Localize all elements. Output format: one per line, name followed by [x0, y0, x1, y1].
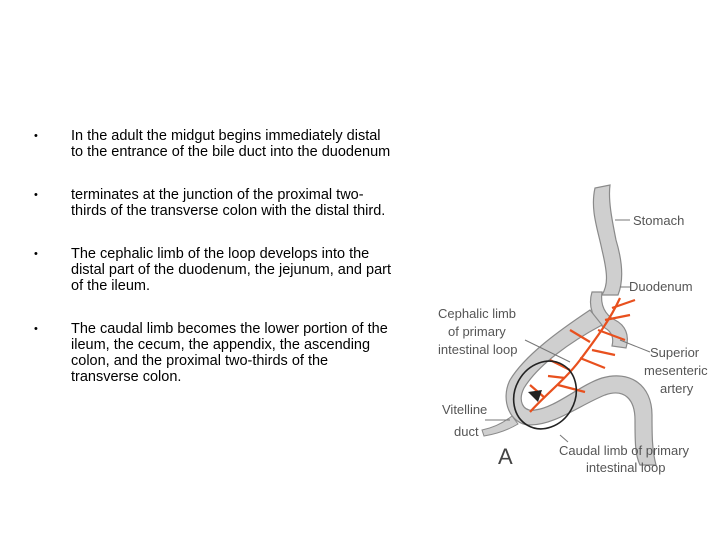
- label-cephalic-limb: Cephalic limb: [438, 306, 517, 321]
- vitelline-duct-shape: [482, 416, 518, 436]
- label-superior-mesenteric-artery: artery: [660, 381, 694, 396]
- bullet-item: [34, 321, 394, 385]
- bullet-item: [34, 246, 394, 294]
- bullet-marker: •: [34, 189, 38, 201]
- bullet-item: [34, 128, 394, 160]
- bullet-text: terminates at the junction of the proximal two-thirds of the transverse colon with the distal third.: [71, 187, 386, 219]
- label-caudal-limb: Caudal limb of primary: [559, 443, 690, 458]
- label-stomach: Stomach: [633, 213, 685, 228]
- midgut-illustration: [430, 180, 720, 480]
- label-duodenum: Duodenum: [629, 279, 693, 294]
- label-cephalic-limb: of primary: [448, 324, 506, 339]
- bullet-marker: •: [34, 130, 38, 142]
- label-superior-mesenteric-artery: Superior: [650, 345, 700, 360]
- bullet-marker: •: [34, 248, 38, 260]
- bullet-text: The caudal limb becomes the lower portion of the ileum, the cecum, the appendix, the ascending colon, and the proximal two-thirds of the transverse colon.: [71, 321, 388, 385]
- bullet-marker: •: [34, 323, 38, 335]
- bullet-item: [34, 187, 394, 219]
- label-caudal-limb: intestinal loop: [586, 460, 666, 475]
- label-vitelline-duct: duct: [454, 424, 479, 439]
- bullet-list: [34, 128, 394, 412]
- panel-label: A: [498, 444, 513, 469]
- bullet-text: The cephalic limb of the loop develops into the distal part of the duodenum, the jejunum, and part of the ileum.: [71, 246, 392, 294]
- label-superior-mesenteric-artery: mesenteric: [644, 363, 708, 378]
- bullet-text: In the adult the midgut begins immediately distal to the entrance of the bile duct into the duodenum: [71, 128, 391, 160]
- midgut-loop-figure: [430, 180, 720, 480]
- label-cephalic-limb: intestinal loop: [438, 342, 518, 357]
- stomach-shape: [593, 185, 621, 295]
- label-vitelline-duct: Vitelline: [442, 402, 488, 417]
- primary-intestinal-loop: [506, 310, 656, 465]
